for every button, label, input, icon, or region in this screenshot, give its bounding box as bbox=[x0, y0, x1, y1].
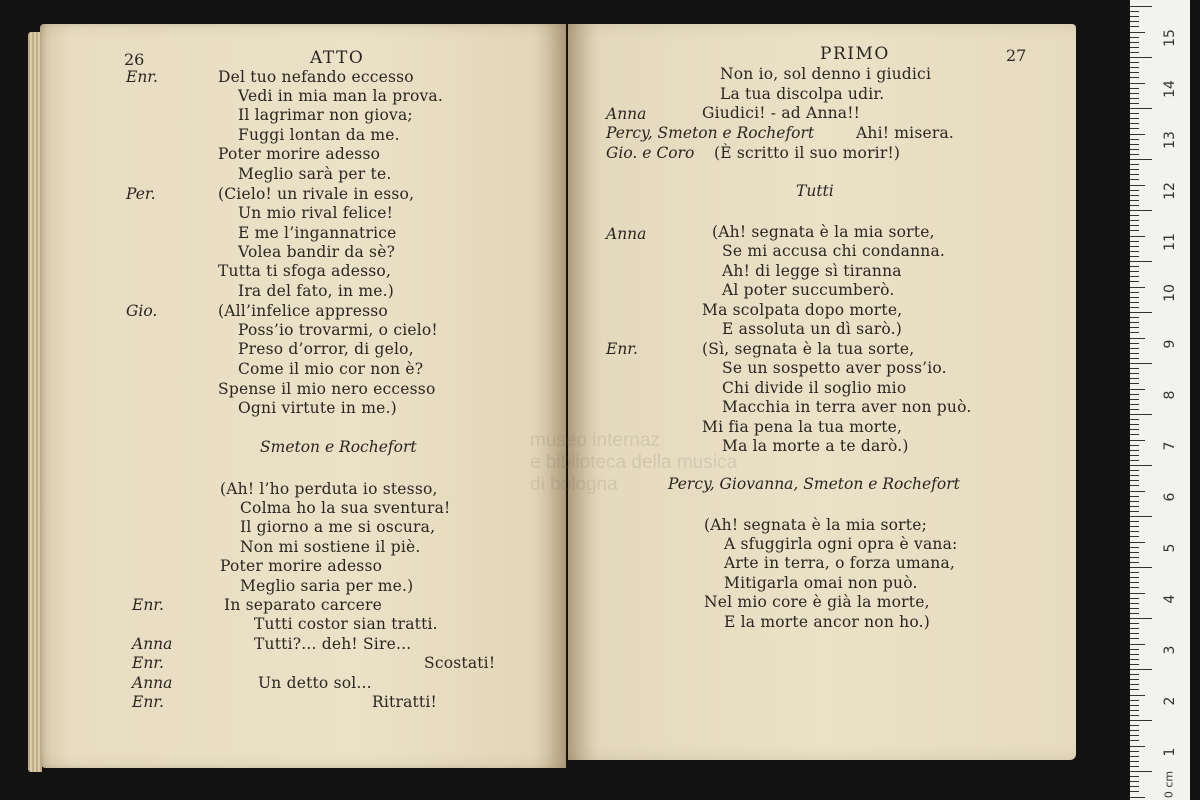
page-header: ATTO bbox=[310, 48, 365, 68]
verse-line: Ahi! misera. bbox=[856, 124, 955, 142]
ruler-tick bbox=[1130, 338, 1145, 339]
ruler-tick bbox=[1130, 756, 1139, 757]
ruler-tick bbox=[1130, 720, 1152, 721]
verse-line: Poter morire adesso bbox=[218, 145, 381, 163]
ruler-tick bbox=[1130, 358, 1139, 359]
ruler-tick bbox=[1130, 52, 1139, 53]
ruler-number: 0 cm bbox=[1162, 770, 1176, 799]
ruler-tick bbox=[1130, 164, 1139, 165]
verse-line: Un detto sol... bbox=[258, 674, 372, 692]
ruler-tick bbox=[1130, 547, 1139, 548]
page-number: 27 bbox=[1006, 46, 1027, 65]
watermark-line: museo internaz bbox=[530, 430, 660, 451]
ruler-tick bbox=[1130, 710, 1139, 711]
ruler-tick bbox=[1130, 766, 1139, 767]
page-header: PRIMO bbox=[820, 44, 890, 64]
ruler-number: 13 bbox=[1162, 131, 1178, 149]
ruler-tick bbox=[1130, 628, 1139, 629]
ruler-tick bbox=[1130, 77, 1139, 78]
ruler-tick bbox=[1130, 445, 1139, 446]
ruler-tick bbox=[1130, 526, 1139, 527]
ruler-tick bbox=[1130, 179, 1139, 180]
ruler-number: 6 bbox=[1162, 492, 1178, 502]
ruler-tick bbox=[1130, 215, 1139, 216]
ruler-tick bbox=[1130, 363, 1152, 364]
ruler-tick bbox=[1130, 123, 1139, 124]
ruler-tick bbox=[1130, 200, 1139, 201]
ruler-tick bbox=[1130, 251, 1139, 252]
ruler-tick bbox=[1130, 700, 1139, 701]
ruler-tick bbox=[1130, 501, 1139, 502]
ruler-tick bbox=[1130, 572, 1139, 573]
ruler-tick bbox=[1130, 633, 1139, 634]
ruler-tick bbox=[1130, 154, 1139, 155]
ruler-number: 14 bbox=[1162, 80, 1178, 98]
verse-line: Fuggi lontan da me. bbox=[238, 126, 400, 144]
ruler-tick bbox=[1130, 128, 1139, 129]
verse-line: Preso d’orror, di gelo, bbox=[238, 340, 414, 358]
ruler-tick bbox=[1130, 455, 1139, 456]
ruler-tick bbox=[1130, 205, 1139, 206]
ruler-tick bbox=[1130, 603, 1139, 604]
ruler-tick bbox=[1130, 480, 1139, 481]
ruler-tick bbox=[1130, 608, 1139, 609]
ruler-tick bbox=[1130, 705, 1139, 706]
verse-line: A sfuggirla ogni opra è vana: bbox=[724, 535, 958, 553]
ruler-tick bbox=[1130, 562, 1139, 563]
open-book bbox=[28, 24, 1088, 776]
ruler-tick bbox=[1130, 83, 1145, 84]
ruler-tick bbox=[1130, 674, 1139, 675]
ruler-tick bbox=[1130, 271, 1139, 272]
ruler-tick bbox=[1130, 190, 1139, 191]
ruler-tick bbox=[1130, 399, 1139, 400]
ruler-tick bbox=[1130, 394, 1139, 395]
verse-line: Se mi accusa chi condanna. bbox=[722, 242, 946, 260]
ruler-tick bbox=[1130, 557, 1139, 558]
right-page bbox=[568, 24, 1076, 760]
section-heading: Smeton e Rochefort bbox=[260, 438, 417, 456]
speaker-label: Anna bbox=[606, 225, 647, 243]
ruler-number: 4 bbox=[1162, 594, 1178, 604]
verse-line: La tua discolpa udir. bbox=[720, 85, 885, 103]
ruler-tick bbox=[1130, 42, 1139, 43]
verse-line: Tutta ti sfoga adesso, bbox=[218, 262, 392, 280]
ruler-tick bbox=[1130, 139, 1139, 140]
verse-line: Ah! di legge sì tiranna bbox=[722, 262, 902, 280]
ruler-tick bbox=[1130, 368, 1139, 369]
ruler-tick bbox=[1130, 730, 1139, 731]
verse-line: E la morte ancor non ho.) bbox=[724, 613, 930, 631]
ruler-tick bbox=[1130, 11, 1139, 12]
ruler-tick bbox=[1130, 118, 1139, 119]
verse-line: Il lagrimar non giova; bbox=[238, 106, 413, 124]
ruler-tick bbox=[1130, 496, 1139, 497]
ruler-tick bbox=[1130, 786, 1139, 787]
ruler-tick bbox=[1130, 312, 1152, 313]
ruler-tick bbox=[1130, 389, 1145, 390]
ruler-tick bbox=[1130, 21, 1139, 22]
ruler-tick bbox=[1130, 567, 1152, 568]
ruler-tick bbox=[1130, 644, 1145, 645]
ruler-tick bbox=[1130, 429, 1139, 430]
ruler-number: 1 bbox=[1162, 747, 1178, 757]
verse-line: Ira del fato, in me.) bbox=[238, 282, 394, 300]
ruler-tick bbox=[1130, 98, 1139, 99]
verse-line: Ma scolpata dopo morte, bbox=[702, 301, 903, 319]
speaker-label: Anna bbox=[132, 674, 173, 692]
verse-line: (Cielo! un rivale in esso, bbox=[218, 185, 415, 203]
verse-line: (Ah! l’ho perduta io stesso, bbox=[220, 480, 438, 498]
speaker-label: Per. bbox=[126, 185, 156, 203]
ruler-tick bbox=[1130, 689, 1139, 690]
ruler-tick bbox=[1130, 6, 1152, 7]
ruler-tick bbox=[1130, 521, 1139, 522]
verse-line: (Sì, segnata è la tua sorte, bbox=[702, 340, 915, 358]
verse-line: Ogni virtute in me.) bbox=[238, 399, 397, 417]
verse-line: Ma la morte a te darò.) bbox=[722, 437, 909, 455]
ruler-tick bbox=[1130, 613, 1139, 614]
ruler-tick bbox=[1130, 434, 1139, 435]
ruler-tick bbox=[1130, 618, 1152, 619]
ruler-tick bbox=[1130, 593, 1145, 594]
speaker-label: Anna bbox=[132, 635, 173, 653]
verse-line: Colma ho la sua sventura! bbox=[240, 499, 451, 517]
ruler-tick bbox=[1130, 414, 1152, 415]
ruler-tick bbox=[1130, 552, 1139, 553]
ruler-tick bbox=[1130, 740, 1139, 741]
ruler-number: 3 bbox=[1162, 645, 1178, 655]
ruler-tick bbox=[1130, 440, 1145, 441]
ruler-tick bbox=[1130, 536, 1139, 537]
verse-line: Meglio sarà per te. bbox=[238, 165, 392, 183]
ruler-tick bbox=[1130, 664, 1139, 665]
ruler-tick bbox=[1130, 210, 1152, 211]
ruler-tick bbox=[1130, 470, 1139, 471]
ruler-tick bbox=[1130, 797, 1145, 798]
speaker-label: Enr. bbox=[132, 693, 164, 711]
verse-line: Del tuo nefando eccesso bbox=[218, 68, 414, 86]
ruler-tick bbox=[1130, 134, 1145, 135]
ruler-tick bbox=[1130, 419, 1139, 420]
ruler-number: 2 bbox=[1162, 696, 1178, 706]
verse-line: Volea bandir da sè? bbox=[238, 243, 396, 261]
ruler-number: 11 bbox=[1162, 233, 1178, 251]
ruler-tick bbox=[1130, 373, 1139, 374]
ruler-tick bbox=[1130, 475, 1139, 476]
section-heading: Percy, Giovanna, Smeton e Rochefort bbox=[668, 475, 960, 493]
speaker-label: Enr. bbox=[126, 68, 158, 86]
ruler-tick bbox=[1130, 256, 1139, 257]
ruler-tick bbox=[1130, 679, 1139, 680]
ruler-tick bbox=[1130, 67, 1139, 68]
ruler-number: 15 bbox=[1162, 29, 1178, 47]
speaker-label: Enr. bbox=[606, 340, 638, 358]
verse-line: Tutti costor sian tratti. bbox=[254, 615, 438, 633]
ruler-tick bbox=[1130, 378, 1139, 379]
watermark-line: di bologna bbox=[530, 474, 618, 495]
ruler-tick bbox=[1130, 266, 1139, 267]
ruler-tick bbox=[1130, 654, 1139, 655]
ruler-tick bbox=[1130, 348, 1139, 349]
ruler-tick bbox=[1130, 751, 1139, 752]
ruler-tick bbox=[1130, 292, 1139, 293]
ruler-tick bbox=[1130, 598, 1139, 599]
verse-line: Chi divide il soglio mio bbox=[722, 379, 907, 397]
ruler-tick bbox=[1130, 577, 1139, 578]
ruler-tick bbox=[1130, 144, 1139, 145]
ruler-tick bbox=[1130, 516, 1152, 517]
ruler-tick bbox=[1130, 195, 1139, 196]
ruler-tick bbox=[1130, 236, 1145, 237]
verse-line: (All’infelice appresso bbox=[218, 302, 388, 320]
ruler-tick bbox=[1130, 113, 1139, 114]
ruler-number: 10 bbox=[1162, 284, 1178, 302]
left-page bbox=[40, 24, 566, 768]
ruler-tick bbox=[1130, 26, 1139, 27]
ruler-tick bbox=[1130, 587, 1139, 588]
ruler-tick bbox=[1130, 32, 1145, 33]
ruler-tick bbox=[1130, 506, 1139, 507]
ruler-tick bbox=[1130, 169, 1139, 170]
measurement-ruler bbox=[1130, 0, 1190, 800]
verse-line: Mitigarla omai non può. bbox=[724, 574, 918, 592]
ruler-tick bbox=[1130, 149, 1139, 150]
ruler-tick bbox=[1130, 582, 1139, 583]
ruler-tick bbox=[1130, 225, 1139, 226]
verse-line: Spense il mio nero eccesso bbox=[218, 380, 436, 398]
ruler-tick bbox=[1130, 93, 1139, 94]
ruler-tick bbox=[1130, 317, 1139, 318]
ruler-tick bbox=[1130, 343, 1139, 344]
ruler-tick bbox=[1130, 776, 1139, 777]
ruler-tick bbox=[1130, 623, 1139, 624]
ruler-tick bbox=[1130, 450, 1139, 451]
verse-line: Non io, sol denno i giudici bbox=[720, 65, 932, 83]
ruler-tick bbox=[1130, 791, 1139, 792]
ruler-tick bbox=[1130, 16, 1139, 17]
watermark-line: e biblioteca della musica bbox=[530, 452, 738, 473]
ruler-tick bbox=[1130, 57, 1152, 58]
ruler-tick bbox=[1130, 465, 1152, 466]
ruler-number: 5 bbox=[1162, 543, 1178, 553]
ruler-tick bbox=[1130, 261, 1152, 262]
speaker-label: Gio. bbox=[126, 302, 158, 320]
verse-line: Poss’io trovarmi, o cielo! bbox=[238, 321, 438, 339]
verse-line: Se un sospetto aver poss’io. bbox=[722, 359, 947, 377]
ruler-tick bbox=[1130, 715, 1139, 716]
ruler-tick bbox=[1130, 669, 1152, 670]
ruler-tick bbox=[1130, 659, 1139, 660]
ruler-tick bbox=[1130, 159, 1152, 160]
verse-line: (È scritto il suo morir!) bbox=[714, 144, 901, 162]
ruler-tick bbox=[1130, 88, 1139, 89]
verse-line: Poter morire adesso bbox=[220, 557, 383, 575]
ruler-number: 7 bbox=[1162, 441, 1178, 451]
ruler-tick bbox=[1130, 332, 1139, 333]
ruler-tick bbox=[1130, 383, 1139, 384]
ruler-number: 12 bbox=[1162, 182, 1178, 200]
verse-line: Vedi in mia man la prova. bbox=[238, 87, 444, 105]
verse-line: In separato carcere bbox=[224, 596, 383, 614]
ruler-number: 8 bbox=[1162, 390, 1178, 400]
ruler-tick bbox=[1130, 307, 1139, 308]
speaker-label: Enr. bbox=[132, 654, 164, 672]
ruler-tick bbox=[1130, 62, 1139, 63]
ruler-tick bbox=[1130, 771, 1152, 772]
speaker-label: Anna bbox=[606, 105, 647, 123]
ruler-tick bbox=[1130, 511, 1139, 512]
verse-line: E assoluta un dì sarò.) bbox=[722, 320, 902, 338]
ruler-tick bbox=[1130, 409, 1139, 410]
ruler-tick bbox=[1130, 230, 1139, 231]
ruler-tick bbox=[1130, 725, 1139, 726]
ruler-tick bbox=[1130, 695, 1145, 696]
verse-line: Meglio saria per me.) bbox=[240, 577, 414, 595]
ruler-tick bbox=[1130, 735, 1139, 736]
ruler-tick bbox=[1130, 297, 1139, 298]
speaker-label: Percy, Smeton e Rochefort bbox=[606, 124, 815, 142]
verse-line: Ritratti! bbox=[372, 693, 437, 711]
verse-line: E me l’ingannatrice bbox=[238, 224, 397, 242]
ruler-tick bbox=[1130, 485, 1139, 486]
ruler-tick bbox=[1130, 781, 1139, 782]
verse-line: Nel mio core è già la morte, bbox=[704, 593, 930, 611]
verse-line: Mi fia pena la tua morte, bbox=[702, 418, 903, 436]
ruler-tick bbox=[1130, 746, 1145, 747]
ruler-tick bbox=[1130, 37, 1139, 38]
ruler-tick bbox=[1130, 638, 1139, 639]
ruler-tick bbox=[1130, 531, 1139, 532]
ruler-tick bbox=[1130, 327, 1139, 328]
ruler-tick bbox=[1130, 220, 1139, 221]
ruler-tick bbox=[1130, 542, 1145, 543]
verse-line: Macchia in terra aver non può. bbox=[722, 398, 972, 416]
ruler-tick bbox=[1130, 287, 1145, 288]
ruler-tick bbox=[1130, 302, 1139, 303]
verse-line: Come il mio cor non è? bbox=[238, 360, 424, 378]
ruler-tick bbox=[1130, 103, 1139, 104]
ruler-tick bbox=[1130, 684, 1139, 685]
verse-line: Non mi sostiene il piè. bbox=[240, 538, 421, 556]
ruler-tick bbox=[1130, 761, 1139, 762]
verse-line: Arte in terra, o forza umana, bbox=[724, 554, 956, 572]
verse-line: Un mio rival felice! bbox=[238, 204, 394, 222]
ruler-tick bbox=[1130, 404, 1139, 405]
verse-line: Scostati! bbox=[424, 654, 496, 672]
speaker-label: Gio. e Coro bbox=[606, 144, 695, 162]
ruler-tick bbox=[1130, 649, 1139, 650]
ruler-tick bbox=[1130, 72, 1139, 73]
watermark bbox=[530, 430, 737, 496]
ruler-number: 9 bbox=[1162, 339, 1178, 349]
ruler-tick bbox=[1130, 460, 1139, 461]
ruler-tick bbox=[1130, 424, 1139, 425]
ruler-tick bbox=[1130, 246, 1139, 247]
verse-line: (Ah! segnata è la mia sorte, bbox=[712, 223, 935, 241]
ruler-tick bbox=[1130, 281, 1139, 282]
section-heading: Tutti bbox=[796, 182, 834, 200]
ruler-tick bbox=[1130, 276, 1139, 277]
ruler-tick bbox=[1130, 174, 1139, 175]
verse-line: Al poter succumberò. bbox=[722, 281, 895, 299]
page-number: 26 bbox=[124, 50, 145, 69]
speaker-label: Enr. bbox=[132, 596, 164, 614]
ruler-tick bbox=[1130, 185, 1145, 186]
verse-line: Il giorno a me si oscura, bbox=[240, 518, 436, 536]
ruler-tick bbox=[1130, 322, 1139, 323]
verse-line: Giudici! - ad Anna!! bbox=[702, 104, 861, 122]
ruler-tick bbox=[1130, 241, 1139, 242]
ruler-tick bbox=[1130, 491, 1145, 492]
ruler-tick bbox=[1130, 108, 1152, 109]
verse-line: (Ah! segnata è la mia sorte; bbox=[704, 516, 928, 534]
ruler-tick bbox=[1130, 47, 1139, 48]
ruler-tick bbox=[1130, 353, 1139, 354]
verse-line: Tutti?... deh! Sire... bbox=[254, 635, 412, 653]
